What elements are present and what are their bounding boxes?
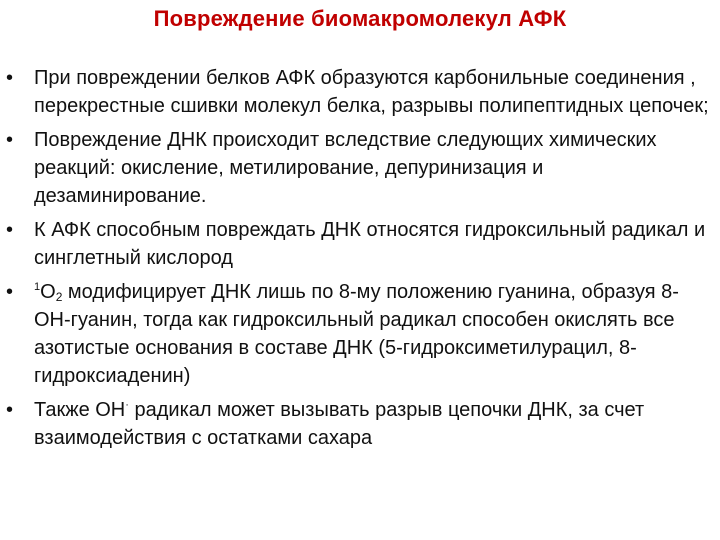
bullet-item (0, 64, 720, 120)
bullet-text: Повреждение ДНК происходит вследствие следующих химических реакций: окисление, метилирование, депуринизация и дезаминирование. (34, 129, 657, 207)
bullet-dot-icon: • (6, 129, 14, 151)
bullet-text: радикал может вызывать разрыв цепочки ДНК, за счет взаимодействия с остатками сахара (34, 399, 645, 449)
bullet-item (0, 216, 720, 272)
oxygen-symbol: O (40, 281, 56, 303)
bullet-text: К АФК способным повреждать ДНК относятся гидроксильный радикал и синглетный кислород (34, 219, 706, 269)
radical-dot: · (125, 399, 129, 411)
bullet-lead: Также OH (34, 399, 126, 421)
bullet-dot-icon: • (6, 399, 14, 421)
superscript-one: 1 (34, 281, 41, 293)
slide-title: Повреждение биомакромолекул АФК (153, 6, 567, 31)
bullet-dot-icon: • (6, 67, 14, 89)
subscript-two: 2 (55, 290, 63, 304)
bullet-dot-icon: • (6, 281, 14, 303)
bullet-text: модифицирует ДНК лишь по 8-му положению гуанина, образуя 8-OH-гуанин, тогда как гидроксильный радикал способен окислять все азотистые основания в составе ДНК (5-гидроксиметилурацил, 8-гидроксиаденин) (34, 281, 679, 387)
bullet-item (0, 396, 720, 452)
bullet-list (0, 64, 720, 458)
bullet-item (0, 126, 720, 210)
bullet-dot-icon: • (6, 219, 14, 241)
bullet-text: При повреждении белков АФК образуются карбонильные соединения , перекрестные сшивки молекул белка, разрывы полипептидных цепочек; (34, 67, 709, 117)
bullet-item (0, 278, 720, 390)
